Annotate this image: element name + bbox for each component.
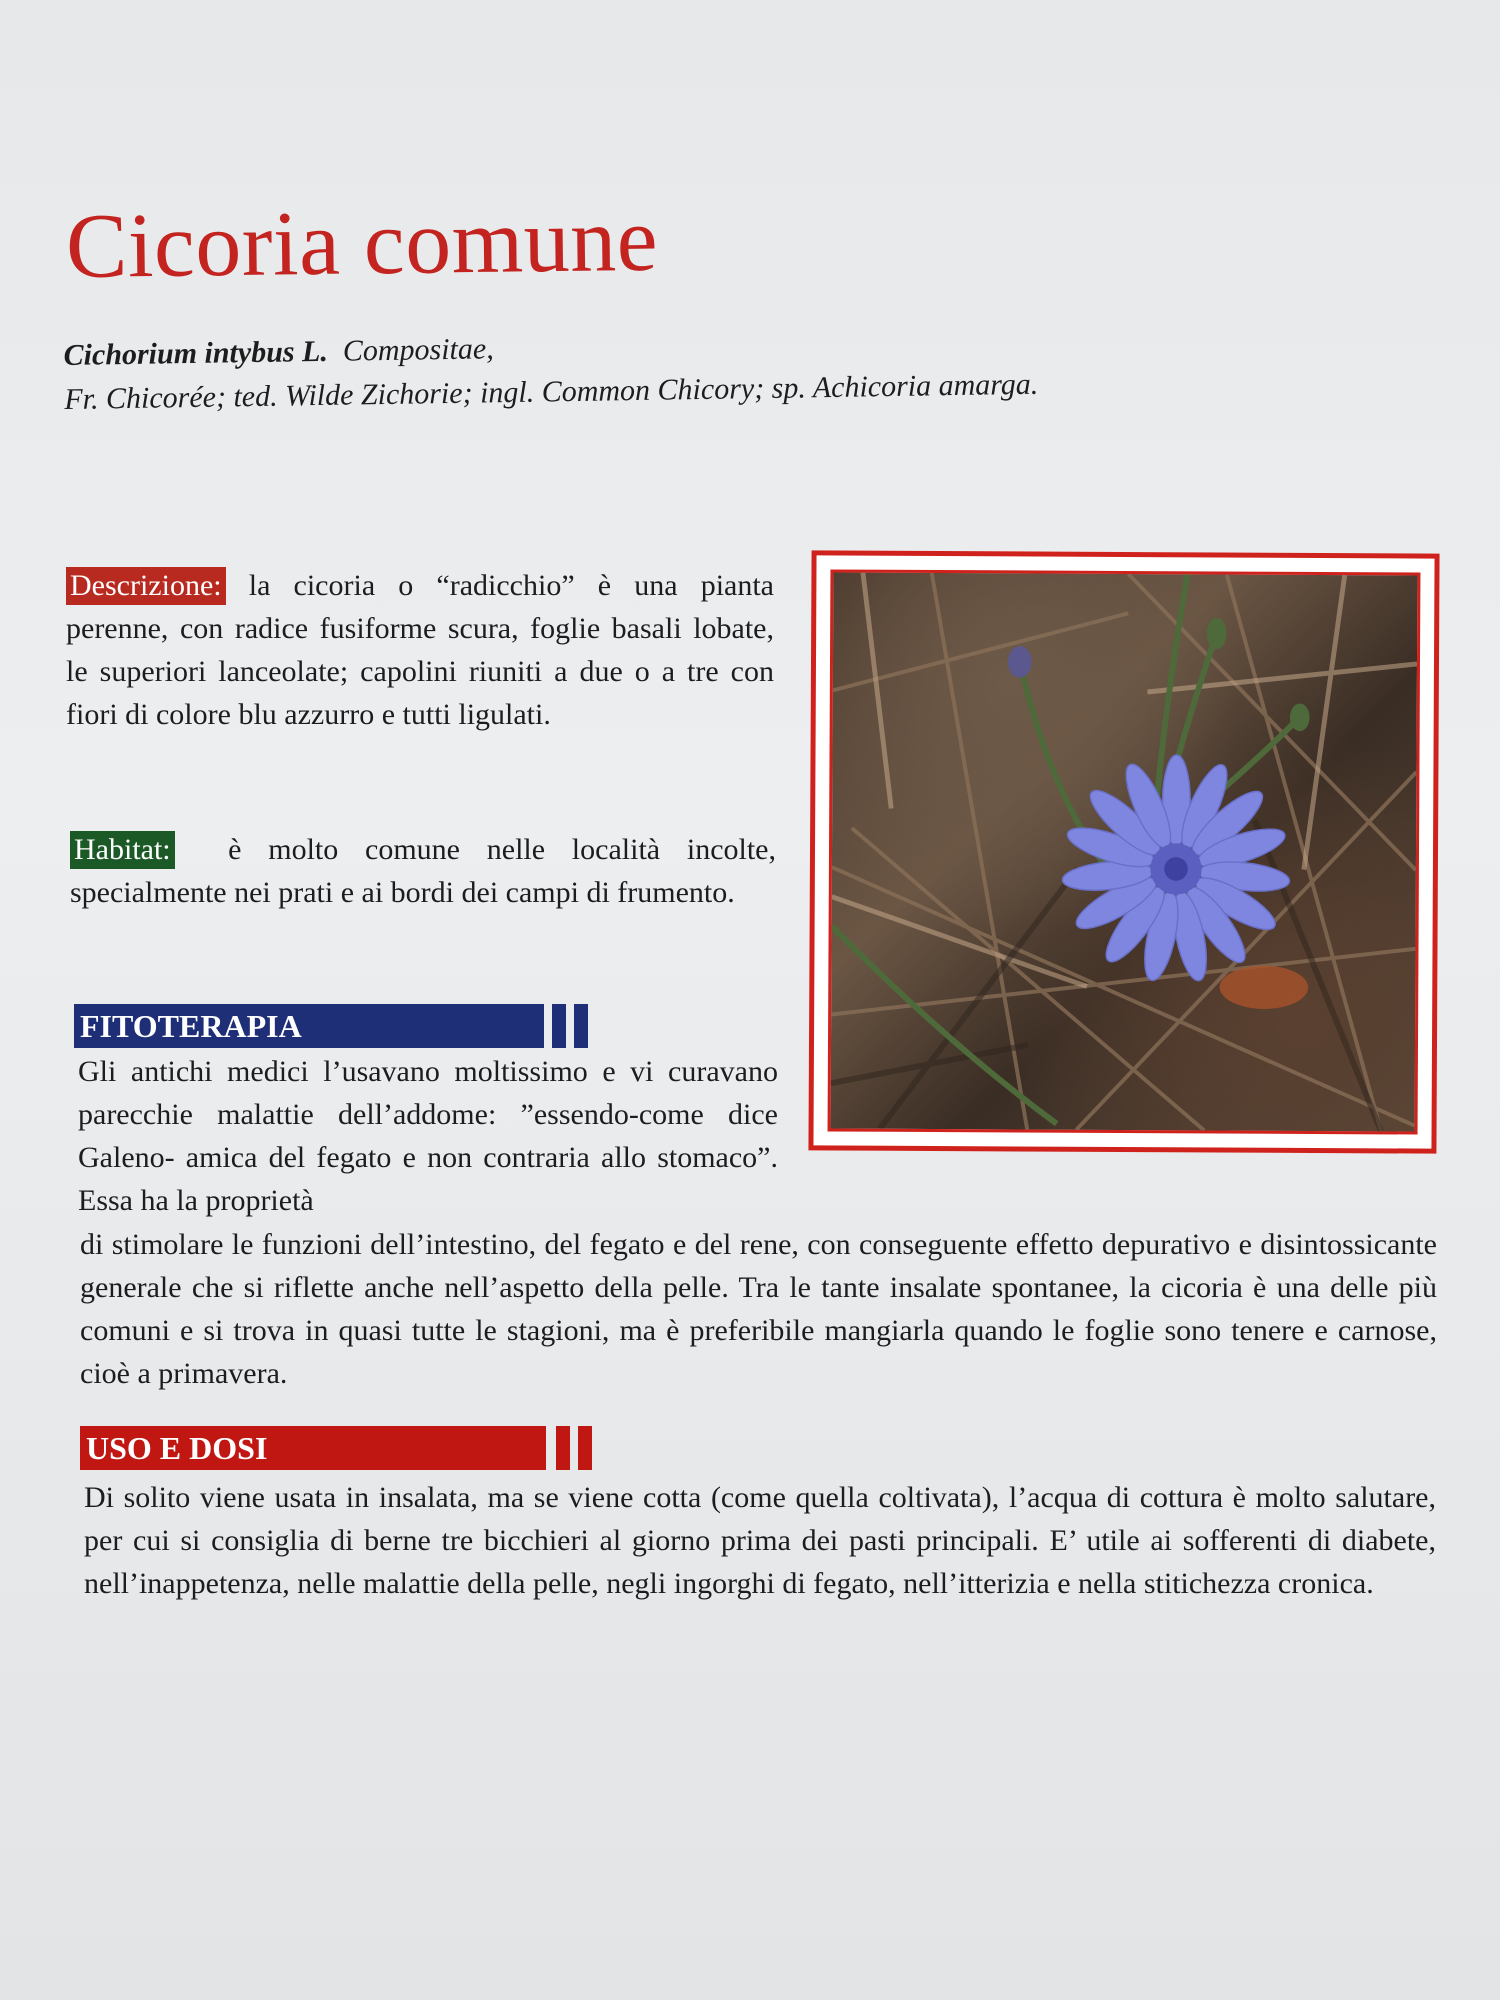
description-paragraph: [66, 564, 774, 736]
page-title: Cicoria comune: [65, 187, 659, 297]
fitoterapia-heading: FITOTERAPIA: [74, 1004, 544, 1048]
description-text: la cicoria o “radicchio” è una pianta perenne, con radice fusiforme scura, foglie basali lobate, le superiori lanceolate; capolini riuniti a due o a tre con fiori di colore blu azzurro e tutti ligulati.: [66, 569, 774, 731]
habitat-paragraph: [70, 828, 776, 914]
fitoterapia-text-part2: di stimolare le funzioni dell’intestino, del fegato e del rene, con conseguente effetto depurativo e disintossicante generale che si riflette anche nell’aspetto della pelle. Tra le tante insalate spontanee, la cicoria è una delle più comuni e si trova in quasi tutte le stagioni, ma è preferibile mangiarla quando le foglie sono tenere e carnose, cioè a primavera.: [80, 1228, 1437, 1390]
description-label: Descrizione:: [66, 567, 226, 605]
family-name: Compositae,: [342, 332, 494, 368]
chicory-flower-illustration: [831, 572, 1418, 1131]
photo-frame: [808, 550, 1439, 1153]
habitat-text: è molto comune nelle località incolte, specialmente nei prati e ai bordi dei campi di frumento.: [70, 833, 776, 909]
heading-stripe: [556, 1426, 570, 1470]
heading-stripe: [574, 1004, 588, 1048]
fitoterapia-text-part1: Gli antichi medici l’usavano moltissimo e vi curavano parecchie malattie dell’addome: ”essendo-come dice Galeno- amica del fegato e non contraria allo stomaco”. Essa ha la proprietà: [78, 1055, 778, 1217]
uso-e-dosi-heading: USO E DOSI: [80, 1426, 546, 1470]
chicory-flower-photo: [828, 569, 1421, 1134]
heading-stripe: [552, 1004, 566, 1048]
uso-e-dosi-text: Di solito viene usata in insalata, ma se viene cotta (come quella coltivata), l’acqua di cottura è molto salutare, per cui si consiglia di berne tre bicchieri al giorno prima dei pasti principali. E’ utile ai sofferenti di diabete, nell’inappetenza, nelle malattie della pelle, negli ingorghi di fegato, nell’itterizia e nella stitichezza cronica.: [84, 1481, 1436, 1600]
subtitle: [63, 315, 1264, 422]
heading-stripe: [578, 1426, 592, 1470]
scientific-name: Cichorium intybus L.: [63, 334, 329, 373]
common-names: Fr. Chicorée; ted. Wilde Zichorie; ingl. Common Chicory; sp. Achicoria amarga.: [64, 367, 1039, 416]
habitat-label: Habitat:: [70, 831, 175, 869]
uso-e-dosi-heading-bar: [80, 1426, 600, 1470]
fitoterapia-heading-bar: [74, 1004, 594, 1048]
